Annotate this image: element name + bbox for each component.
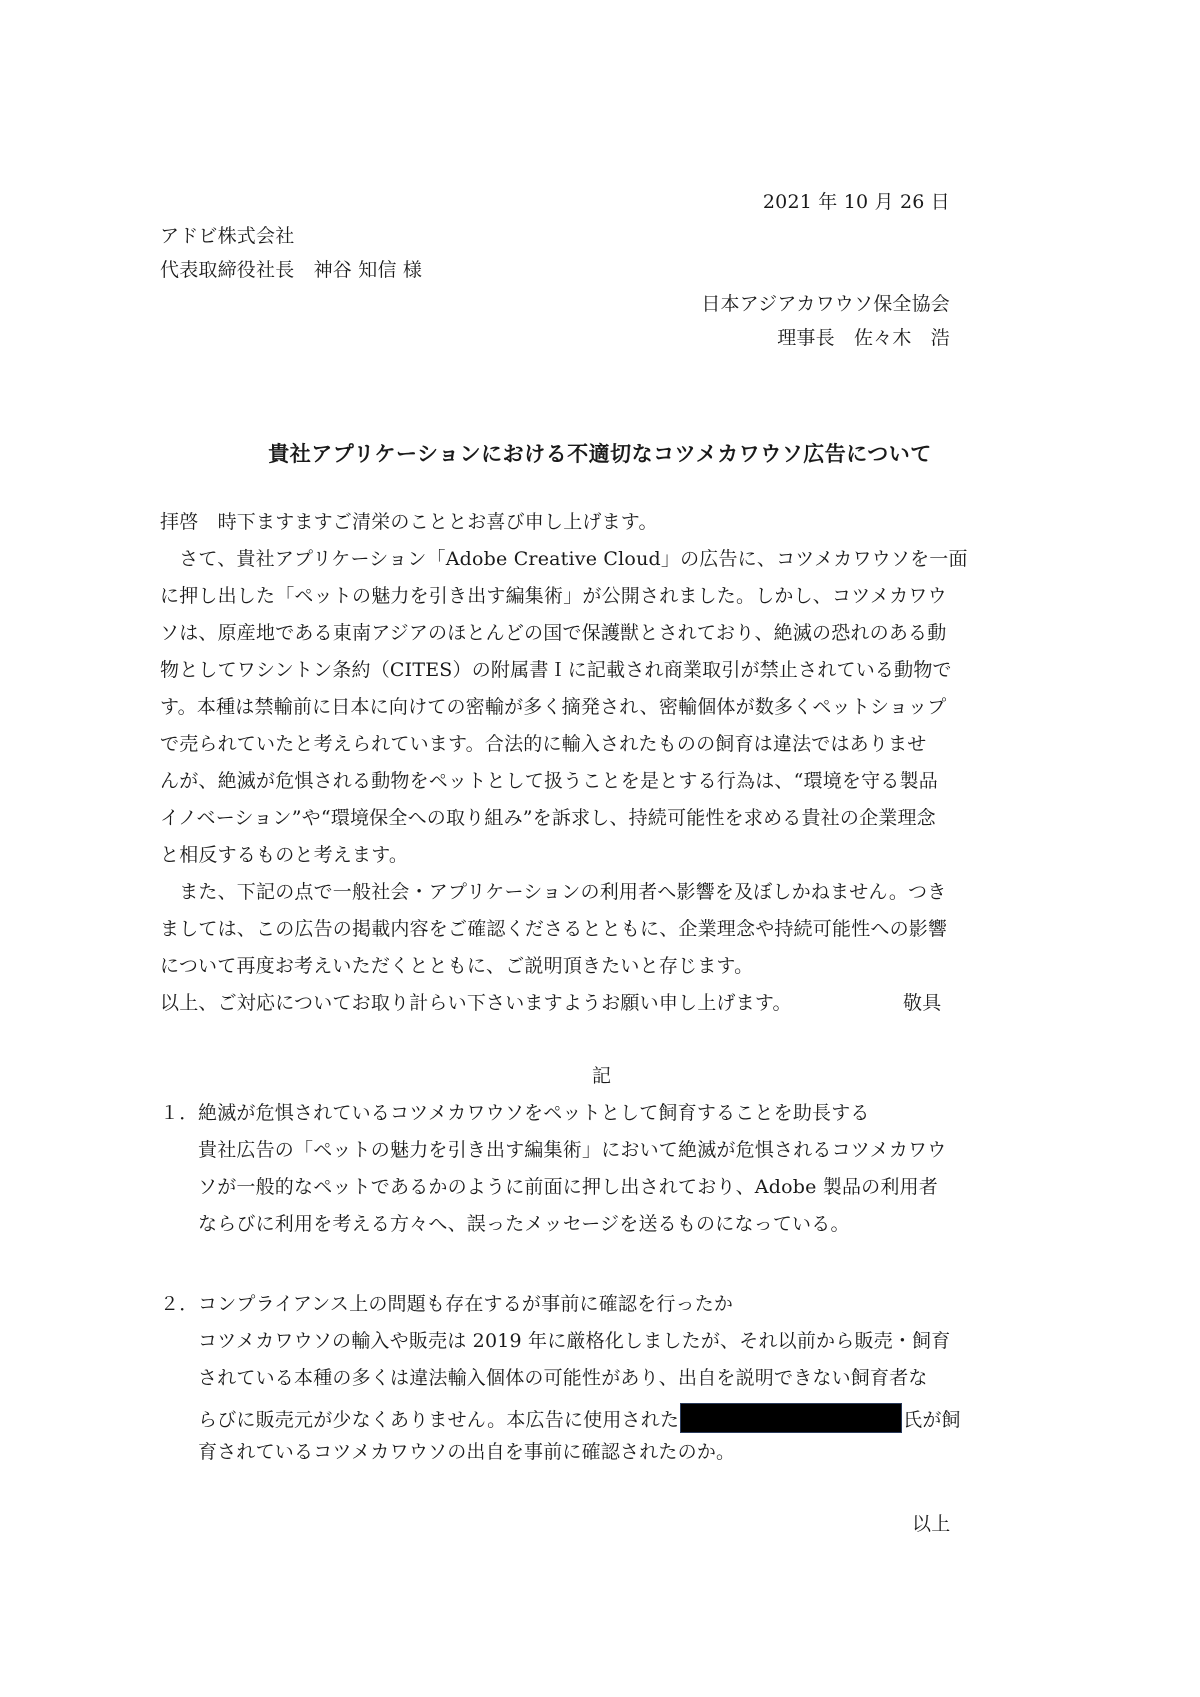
paragraph1-line: 物としてワシントン条約（CITES）の附属書Ｉに記載され商業取引が禁止されている動物で (160, 659, 952, 681)
item2-title: コンプライアンス上の問題も存在するが事前に確認を行ったか (198, 1293, 734, 1315)
item1-title: 絶滅が危惧されているコツメカワウソをペットとして飼育することを助長する (198, 1102, 870, 1124)
item2-redacted-after: 氏が飼 (903, 1409, 961, 1431)
greeting: 拝啓 時下ますますご清栄のこととお喜び申し上げます。 (160, 511, 658, 533)
item2-line: されている本種の多くは違法輸入個体の可能性があり、出自を説明できない飼育者な (198, 1367, 928, 1389)
item1-line: ソが一般的なペットであるかのように前面に押し出されており、Adobe 製品の利用者 (198, 1176, 938, 1198)
item1-line: ならびに利用を考える方々へ、誤ったメッセージを送るものになっている。 (198, 1213, 850, 1235)
paragraph1-line: イノベーション”や“環境保全への取り組み”を訴求し、持続可能性を求める貴社の企業理念 (160, 807, 936, 829)
paragraph1-line: んが、絶滅が危惧される動物をペットとして扱うことを是とする行為は、“環境を守る製品 (160, 770, 938, 792)
closing-line: 以上、ご対応についてお取り計らい下さいますようお願い申し上げます。 (160, 992, 792, 1014)
paragraph2-line: また、下記の点で一般社会・アプリケーションの利用者へ影響を及ぼしかねません。つき (160, 881, 947, 903)
paragraph1-line: で売られていたと考えられています。合法的に輸入されたものの飼育は違法ではありませ (160, 733, 927, 755)
recipient-company: アドビ株式会社 (160, 225, 295, 247)
letter-title: 貴社アプリケーションにおける不適切なコツメカワウソ広告について (268, 442, 932, 466)
paragraph2-line: ましては、この広告の掲載内容をご確認くださるとともに、企業理念や持続可能性への影響 (160, 918, 948, 940)
letter-date: 2021 年 10 月 26 日 (762, 191, 950, 213)
sender-person: 理事長 佐々木 浩 (777, 327, 950, 349)
item2-number: ２． (160, 1293, 199, 1315)
recipient-person: 代表取締役社長 神谷 知信 様 (160, 259, 423, 281)
paragraph1-line: に押し出した「ペットの魅力を引き出す編集術」が公開されました。しかし、コツメカワウ (160, 585, 947, 607)
item2-last-line: 育されているコツメカワウソの出自を事前に確認されたのか。 (198, 1441, 736, 1463)
item1-line: 貴社広告の「ペットの魅力を引き出す編集術」において絶滅が危惧されるコツメカワウ (198, 1139, 947, 1161)
end-mark: 以上 (912, 1513, 951, 1535)
closing-word: 敬具 (903, 992, 942, 1014)
paragraph1-line: と相反するものと考えます。 (160, 844, 409, 866)
paragraph1-line: さて、貴社アプリケーション「Adobe Creative Cloud」の広告に、コツメカワウソを一面 (160, 548, 968, 570)
item2-line: コツメカワウソの輸入や販売は 2019 年に厳格化しましたが、それ以前から販売・飼育 (198, 1330, 951, 1352)
notes-heading: 記 (592, 1065, 612, 1087)
paragraph1-line: す。本種は禁輸前に日本に向けての密輸が多く摘発され、密輸個体が数多くペットショップ (160, 696, 947, 718)
paragraph1-line: ソは、原産地である東南アジアのほとんどの国で保護獣とされており、絶滅の恐れのある動 (160, 622, 947, 644)
item1-number: １． (160, 1102, 199, 1124)
redaction-bar (680, 1403, 902, 1433)
item2-redacted-line (198, 1403, 961, 1433)
paragraph2-line: について再度お考えいただくとともに、ご説明頂きたいと存じます。 (160, 955, 754, 977)
sender-organization: 日本アジアカワウソ保全協会 (701, 293, 950, 315)
item2-redacted-before: らびに販売元が少なくありません。本広告に使用された (198, 1409, 680, 1431)
